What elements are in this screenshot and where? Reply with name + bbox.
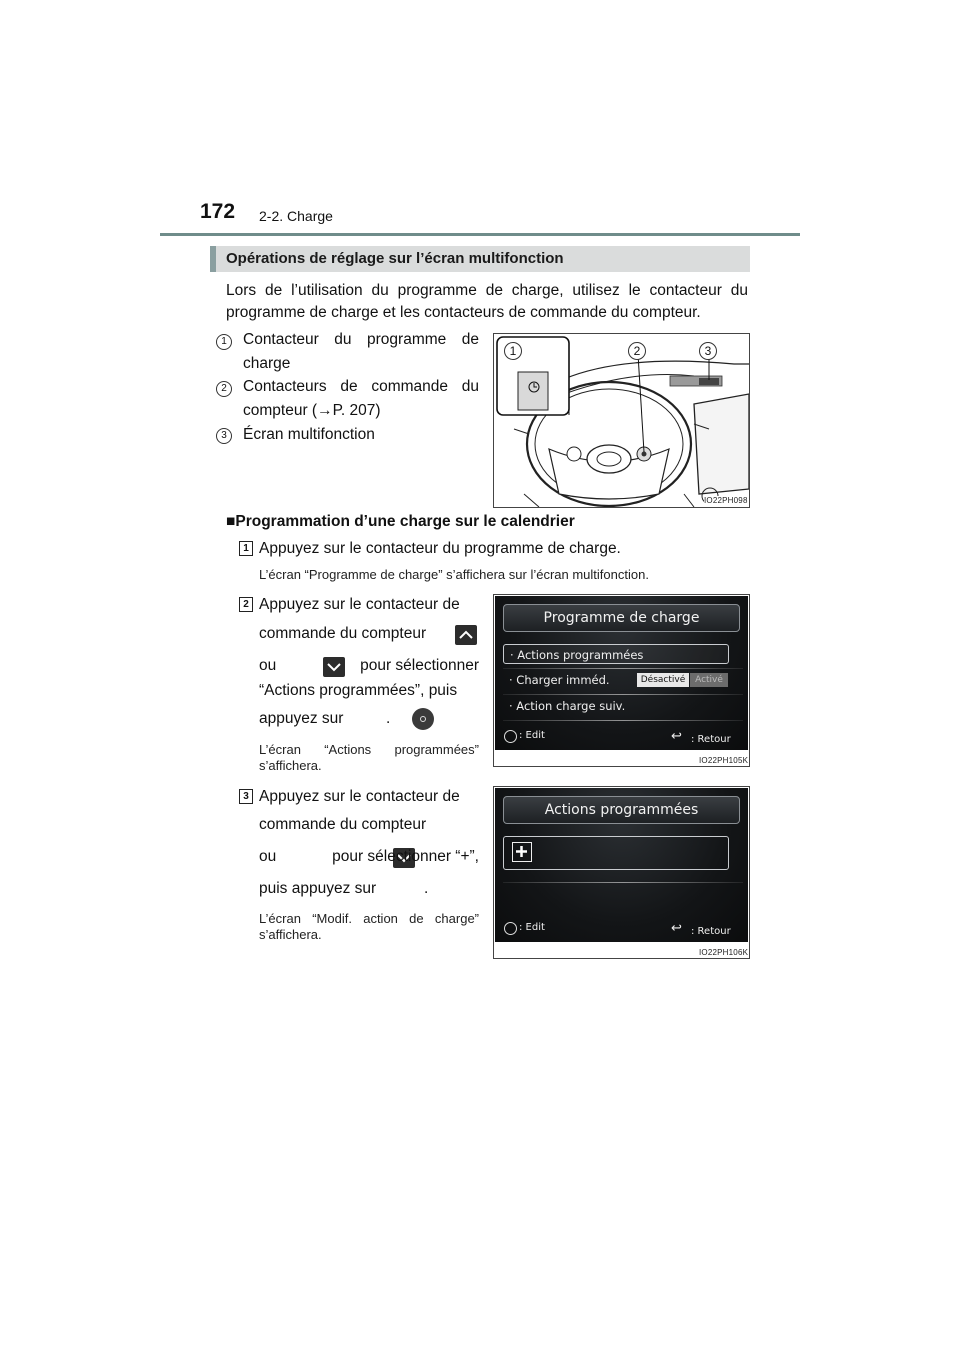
step-2-line-3: pour sélectionner <box>360 657 479 674</box>
dial-icon <box>504 730 517 743</box>
step-2-line-2: commande du compteur <box>259 625 427 642</box>
legend-item-3: Écran multifonction <box>243 426 375 443</box>
screen-2-title: Actions programmées <box>503 796 740 824</box>
back-arrow-icon: ↩ <box>671 728 682 743</box>
legend-number-3: 3 <box>216 428 232 444</box>
screen-2-back: : Retour <box>691 926 731 937</box>
step-2-note: L’écran “Actions programmées” s’affichera. <box>259 742 479 773</box>
step-2-line-1: Appuyez sur le contacteur de <box>259 596 460 613</box>
back-arrow-icon: ↩ <box>671 920 682 935</box>
screen-1-display <box>495 596 748 750</box>
menu-item-actions-programmees[interactable]: · Actions programmées <box>503 644 729 664</box>
step-3-line-4: puis appuyez sur <box>259 880 377 897</box>
screen-actions-programmees <box>493 786 750 959</box>
step-number-3: 3 <box>239 789 253 804</box>
callout-3: 3 <box>699 342 717 360</box>
step-3-line-3: pour sélectionner “+”, <box>332 848 479 865</box>
legend-number-2: 2 <box>216 381 232 397</box>
dashboard-illustration <box>493 333 750 508</box>
figure-code: IO22PH105K <box>699 756 749 765</box>
step-number-2: 2 <box>239 597 253 612</box>
step-1-note: L’écran “Programme de charge” s’affichera sur l’écran multifonction. <box>259 567 649 582</box>
toggle-desactive[interactable]: Désactivé <box>637 673 689 687</box>
legend-item-2: Contacteurs de commande du compteur (→P. 207) <box>243 378 479 419</box>
legend-number-1: 1 <box>216 334 232 350</box>
section-label: 2-2. Charge <box>259 208 333 224</box>
subheading: ■Programmation d’une charge sur le calendrier <box>226 513 575 530</box>
step-3-line-1: Appuyez sur le contacteur de <box>259 788 460 805</box>
menu-item-charger-immed[interactable]: · Charger imméd. <box>509 673 610 687</box>
screen-2-divider <box>503 882 743 883</box>
step-2-or: ou <box>259 657 277 674</box>
screen-programme-de-charge <box>493 594 750 767</box>
screen-2-edit: : Edit <box>519 922 545 933</box>
figure-code: IO22PH106K <box>699 948 749 957</box>
dial-icon <box>504 922 517 935</box>
up-arrow-key-icon <box>455 625 477 645</box>
section-title: Opérations de réglage sur l’écran multifonction <box>226 250 564 267</box>
screen-1-divider <box>503 720 743 721</box>
step-number-1: 1 <box>239 541 253 556</box>
step-3-line-2: commande du compteur <box>259 816 427 833</box>
screen-1-edit: : Edit <box>519 730 545 741</box>
step-2-line-4: “Actions programmées”, puis <box>259 682 458 699</box>
figure-code: IO22PH098 <box>704 496 748 505</box>
screen-1-title: Programme de charge <box>503 604 740 632</box>
legend-item-1: Contacteur du programme de charge <box>243 331 479 372</box>
step-2-line-5: appuyez sur <box>259 710 344 727</box>
dashboard-drawing <box>494 334 749 507</box>
step-3-period: . <box>424 880 429 897</box>
intro-paragraph: Lors de l’utilisation du programme de charge, utilisez le contacteur du programme de charge et les contacteurs de commande du compteur. <box>226 282 748 321</box>
screen-1-divider <box>503 668 743 669</box>
step-2-period: . <box>386 710 391 727</box>
page-number: 172 <box>200 200 236 223</box>
section-title-bar <box>210 246 750 272</box>
step-3-note: L’écran “Modif. action de charge” s’affichera. <box>259 911 479 942</box>
plus-icon[interactable] <box>512 842 532 862</box>
callout-1: 1 <box>504 342 522 360</box>
step-3-or: ou <box>259 848 277 865</box>
screen-1-divider <box>503 694 743 695</box>
ok-button-icon <box>412 708 434 730</box>
add-action-row[interactable] <box>503 836 729 870</box>
step-1-text: Appuyez sur le contacteur du programme de charge. <box>259 540 621 557</box>
menu-item-action-charge-suiv[interactable]: · Action charge suiv. <box>509 699 626 713</box>
screen-1-back: : Retour <box>691 734 731 745</box>
screen-2-display <box>495 788 748 942</box>
header-rule <box>160 233 800 236</box>
toggle-active[interactable]: Activé <box>690 673 728 687</box>
callout-2: 2 <box>628 342 646 360</box>
